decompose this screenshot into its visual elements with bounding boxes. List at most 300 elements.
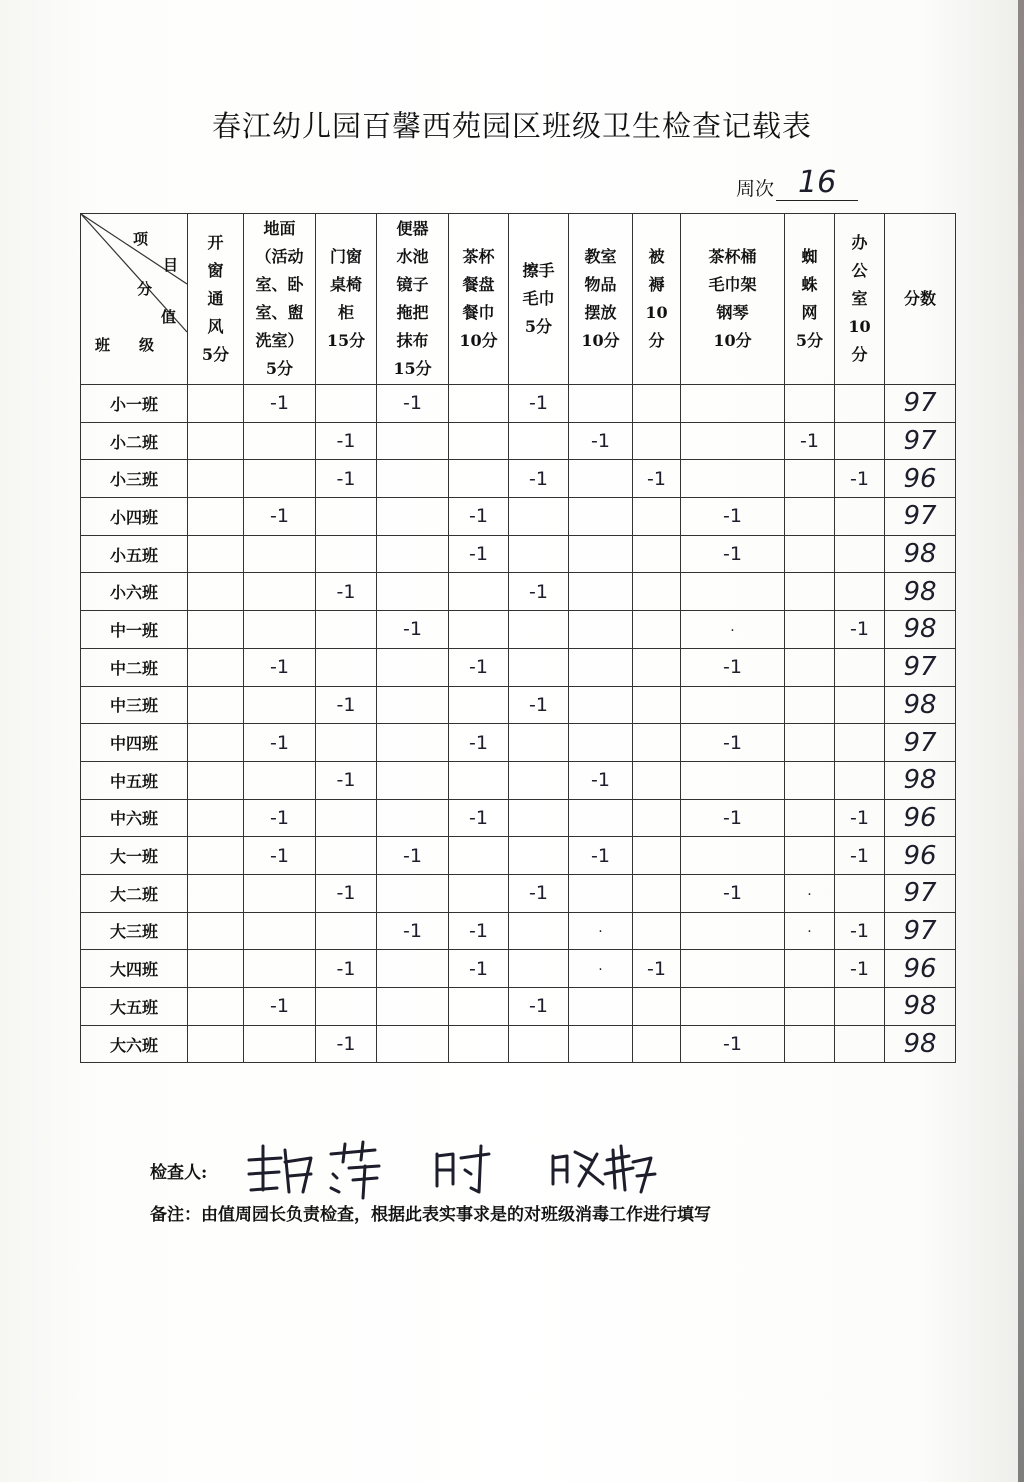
- deduction-cell: [377, 761, 449, 799]
- deduction-cell: [633, 950, 681, 988]
- deduction-cell: [785, 1025, 835, 1063]
- deduction-cell: [509, 686, 569, 724]
- deduction-cell: [633, 422, 681, 460]
- deduction-mark: -1: [529, 580, 548, 603]
- deduction-cell: [377, 611, 449, 649]
- deduction-cell: [377, 535, 449, 573]
- score-cell: [885, 573, 956, 611]
- class-name: 大二班: [81, 874, 188, 912]
- deduction-mark: ·: [598, 962, 603, 979]
- deduction-cell: [509, 422, 569, 460]
- header-score: [885, 214, 956, 385]
- table-row: [81, 422, 956, 460]
- deduction-cell: [244, 950, 316, 988]
- deduction-cell: [835, 686, 885, 724]
- inspector-signatures: [241, 1140, 661, 1200]
- deduction-mark: -1: [529, 995, 548, 1018]
- deduction-cell: [569, 648, 633, 686]
- deduction-cell: [509, 648, 569, 686]
- class-name: 大四班: [81, 950, 188, 988]
- deduction-cell: [316, 385, 377, 423]
- table-row: [81, 761, 956, 799]
- deduction-mark: -1: [529, 882, 548, 905]
- score-cell: [885, 498, 956, 536]
- deduction-mark: -1: [723, 1033, 742, 1056]
- corner-mu: 目: [163, 256, 179, 274]
- header-col-label: 被 褥 10 分: [645, 247, 668, 350]
- deduction-cell: [509, 837, 569, 875]
- score-value: 97: [903, 652, 937, 683]
- deduction-cell: [633, 837, 681, 875]
- corner-zhi: 值: [161, 308, 177, 326]
- deduction-cell: [449, 950, 509, 988]
- deduction-cell: [835, 1025, 885, 1063]
- deduction-cell: [316, 799, 377, 837]
- header-col-3: [316, 214, 377, 385]
- deduction-cell: [509, 761, 569, 799]
- deduction-mark: -1: [270, 656, 289, 679]
- deduction-mark: -1: [336, 467, 356, 490]
- score-value: 96: [903, 953, 937, 984]
- deduction-cell: [188, 837, 244, 875]
- score-cell: [885, 648, 956, 686]
- deduction-cell: [569, 912, 633, 950]
- table-row: [81, 799, 956, 837]
- scan-edge: [1018, 0, 1024, 1482]
- deduction-cell: [188, 648, 244, 686]
- deduction-cell: [569, 1025, 633, 1063]
- deduction-cell: [633, 724, 681, 762]
- remark-note: 备注：由值周园长负责检查，根据此表实事求是的对班级消毒工作进行填写: [150, 1205, 711, 1225]
- table-row: [81, 648, 956, 686]
- deduction-cell: [377, 950, 449, 988]
- deduction-cell: [785, 950, 835, 988]
- deduction-cell: [835, 648, 885, 686]
- table-row: [81, 535, 956, 573]
- deduction-cell: [633, 385, 681, 423]
- week-field: [736, 165, 858, 201]
- deduction-cell: [449, 498, 509, 536]
- deduction-mark: -1: [336, 1033, 356, 1056]
- deduction-cell: [509, 988, 569, 1026]
- deduction-cell: [188, 422, 244, 460]
- deduction-cell: [509, 535, 569, 573]
- deduction-cell: [835, 837, 885, 875]
- deduction-cell: [835, 724, 885, 762]
- header-col-1: [188, 214, 244, 385]
- table-row: [81, 686, 956, 724]
- deduction-cell: [681, 950, 785, 988]
- deduction-cell: [244, 912, 316, 950]
- deduction-cell: [835, 385, 885, 423]
- deduction-mark: -1: [270, 731, 289, 754]
- header-col-label: 茶杯桶 毛巾架 钢琴 10分: [708, 247, 757, 350]
- deduction-cell: [316, 1025, 377, 1063]
- deduction-cell: [785, 799, 835, 837]
- deduction-cell: [316, 422, 377, 460]
- deduction-cell: [449, 837, 509, 875]
- deduction-mark: -1: [336, 580, 356, 603]
- header-col-4: [377, 214, 449, 385]
- score-value: 98: [903, 539, 937, 570]
- deduction-mark: -1: [529, 693, 548, 716]
- header-col-5: [449, 214, 509, 385]
- deduction-cell: [509, 498, 569, 536]
- deduction-cell: [785, 874, 835, 912]
- deduction-cell: [316, 761, 377, 799]
- deduction-cell: [449, 988, 509, 1026]
- table-row: [81, 874, 956, 912]
- deduction-cell: [449, 385, 509, 423]
- deduction-cell: [785, 761, 835, 799]
- deduction-cell: [569, 724, 633, 762]
- header-col-label: 门窗 桌椅 柜 15分: [326, 247, 366, 350]
- deduction-cell: [835, 422, 885, 460]
- header-col-label: 分数: [903, 289, 936, 308]
- deduction-cell: [377, 874, 449, 912]
- score-cell: [885, 460, 956, 498]
- deduction-cell: [569, 950, 633, 988]
- deduction-cell: [377, 422, 449, 460]
- deduction-cell: [569, 573, 633, 611]
- corner-item: 项: [133, 230, 149, 248]
- header-col-label: 教室 物品 摆放 10分: [581, 247, 620, 350]
- deduction-cell: [835, 460, 885, 498]
- signature-image: [241, 1140, 661, 1200]
- table-row: [81, 460, 956, 498]
- deduction-cell: [316, 460, 377, 498]
- deduction-cell: [449, 874, 509, 912]
- deduction-cell: [449, 761, 509, 799]
- corner-class2: 级: [139, 336, 155, 354]
- deduction-mark: ·: [807, 924, 812, 941]
- deduction-mark: -1: [800, 430, 819, 453]
- deduction-cell: [449, 724, 509, 762]
- class-name: 小二班: [81, 422, 188, 460]
- deduction-cell: [188, 874, 244, 912]
- score-value: 97: [903, 878, 937, 909]
- deduction-mark: -1: [270, 505, 289, 528]
- header-col-9: [681, 214, 785, 385]
- deduction-cell: [244, 1025, 316, 1063]
- deduction-mark: -1: [469, 919, 488, 942]
- deduction-cell: [633, 535, 681, 573]
- deduction-cell: [785, 837, 835, 875]
- deduction-cell: [569, 799, 633, 837]
- deduction-cell: [569, 385, 633, 423]
- deduction-cell: [509, 799, 569, 837]
- deduction-cell: [681, 611, 785, 649]
- deduction-mark: -1: [403, 919, 422, 942]
- score-value: 96: [903, 802, 937, 833]
- table-row: [81, 1025, 956, 1063]
- deduction-cell: [633, 799, 681, 837]
- deduction-mark: -1: [723, 806, 742, 829]
- deduction-cell: [509, 385, 569, 423]
- deduction-mark: -1: [469, 731, 488, 754]
- header-col-label: 茶杯 餐盘 餐巾 10分: [459, 247, 498, 350]
- deduction-cell: [377, 573, 449, 611]
- deduction-mark: ·: [598, 924, 603, 941]
- deduction-cell: [785, 535, 835, 573]
- table-row: [81, 724, 956, 762]
- deduction-mark: -1: [336, 430, 356, 453]
- header-col-label: 开 窗 通 风 5分: [201, 233, 230, 364]
- corner-cell: [81, 214, 188, 385]
- deduction-cell: [633, 573, 681, 611]
- deduction-cell: [569, 460, 633, 498]
- header-col-8: [633, 214, 681, 385]
- week-label: 周次: [736, 178, 775, 200]
- score-value: 97: [903, 426, 937, 457]
- score-cell: [885, 874, 956, 912]
- deduction-cell: [569, 686, 633, 724]
- deduction-cell: [835, 950, 885, 988]
- score-value: 98: [903, 991, 937, 1022]
- deduction-cell: [569, 837, 633, 875]
- inspector-row: [150, 1140, 661, 1200]
- deduction-cell: [681, 385, 785, 423]
- deduction-cell: [316, 648, 377, 686]
- score-cell: [885, 799, 956, 837]
- deduction-mark: -1: [723, 731, 742, 754]
- deduction-cell: [835, 573, 885, 611]
- deduction-cell: [449, 460, 509, 498]
- deduction-cell: [633, 611, 681, 649]
- score-cell: [885, 950, 956, 988]
- deduction-cell: [449, 912, 509, 950]
- deduction-cell: [377, 498, 449, 536]
- deduction-cell: [681, 988, 785, 1026]
- class-name: 小六班: [81, 573, 188, 611]
- deduction-mark: -1: [591, 844, 610, 867]
- deduction-mark: -1: [723, 505, 742, 528]
- deduction-cell: [681, 535, 785, 573]
- deduction-cell: [449, 799, 509, 837]
- score-cell: [885, 837, 956, 875]
- deduction-cell: [449, 573, 509, 611]
- deduction-cell: [188, 573, 244, 611]
- class-name: 小四班: [81, 498, 188, 536]
- deduction-cell: [244, 422, 316, 460]
- class-name: 大一班: [81, 837, 188, 875]
- deduction-cell: [244, 686, 316, 724]
- deduction-cell: [681, 912, 785, 950]
- header-row: [81, 214, 956, 385]
- deduction-cell: [316, 535, 377, 573]
- inspector-label: 检查人:: [150, 1162, 208, 1183]
- deduction-cell: [681, 724, 785, 762]
- deduction-mark: -1: [647, 467, 666, 490]
- header-col-2: [244, 214, 316, 385]
- deduction-mark: -1: [270, 995, 289, 1018]
- deduction-cell: [509, 573, 569, 611]
- class-name: 大六班: [81, 1025, 188, 1063]
- deduction-cell: [377, 460, 449, 498]
- score-cell: [885, 611, 956, 649]
- deduction-mark: -1: [403, 844, 422, 867]
- deduction-cell: [188, 912, 244, 950]
- deduction-cell: [633, 460, 681, 498]
- deduction-cell: [449, 686, 509, 724]
- corner-class1: 班: [95, 336, 111, 354]
- deduction-cell: [509, 1025, 569, 1063]
- deduction-cell: [633, 648, 681, 686]
- deduction-cell: [681, 761, 785, 799]
- deduction-cell: [785, 724, 835, 762]
- table-row: [81, 573, 956, 611]
- deduction-cell: [835, 912, 885, 950]
- deduction-cell: [377, 988, 449, 1026]
- table-row: [81, 950, 956, 988]
- deduction-cell: [377, 799, 449, 837]
- deduction-mark: -1: [336, 693, 356, 716]
- deduction-cell: [449, 422, 509, 460]
- deduction-cell: [509, 724, 569, 762]
- deduction-cell: [569, 761, 633, 799]
- deduction-cell: [681, 498, 785, 536]
- deduction-cell: [633, 761, 681, 799]
- deduction-cell: [188, 611, 244, 649]
- deduction-mark: -1: [850, 919, 869, 942]
- deduction-cell: [569, 874, 633, 912]
- score-value: 97: [903, 915, 937, 946]
- deduction-cell: [835, 535, 885, 573]
- class-name: 大五班: [81, 988, 188, 1026]
- deduction-mark: -1: [469, 656, 488, 679]
- deduction-cell: [244, 988, 316, 1026]
- score-value: 96: [903, 463, 937, 494]
- table-row: [81, 611, 956, 649]
- deduction-cell: [188, 761, 244, 799]
- deduction-cell: [316, 874, 377, 912]
- deduction-cell: [785, 686, 835, 724]
- deduction-cell: [244, 535, 316, 573]
- deduction-cell: [188, 950, 244, 988]
- class-name: 中二班: [81, 648, 188, 686]
- score-cell: [885, 1025, 956, 1063]
- deduction-cell: [569, 498, 633, 536]
- header-col-label: 蜘 蛛 网 5分: [795, 247, 824, 350]
- header-col-7: [569, 214, 633, 385]
- deduction-cell: [681, 1025, 785, 1063]
- deduction-mark: -1: [336, 957, 356, 980]
- deduction-cell: [785, 573, 835, 611]
- deduction-mark: -1: [270, 844, 289, 867]
- deduction-mark: -1: [850, 467, 869, 490]
- deduction-cell: [188, 535, 244, 573]
- deduction-cell: [633, 1025, 681, 1063]
- score-value: 97: [903, 501, 937, 532]
- deduction-cell: [188, 498, 244, 536]
- deduction-cell: [569, 988, 633, 1026]
- class-name: 中四班: [81, 724, 188, 762]
- header-col-label: 便器 水池 镜子 拖把 抹布 15分: [393, 219, 432, 378]
- deduction-cell: [316, 611, 377, 649]
- deduction-cell: [377, 385, 449, 423]
- deduction-mark: ·: [807, 886, 812, 903]
- deduction-cell: [681, 874, 785, 912]
- deduction-cell: [633, 988, 681, 1026]
- deduction-cell: [681, 799, 785, 837]
- class-name: 小五班: [81, 535, 188, 573]
- deduction-cell: [188, 1025, 244, 1063]
- deduction-cell: [785, 988, 835, 1026]
- class-name: 中六班: [81, 799, 188, 837]
- deduction-cell: [244, 837, 316, 875]
- deduction-mark: -1: [723, 882, 742, 905]
- score-value: 97: [903, 727, 937, 758]
- class-name: 中一班: [81, 611, 188, 649]
- deduction-cell: [377, 686, 449, 724]
- deduction-cell: [244, 761, 316, 799]
- deduction-cell: [509, 950, 569, 988]
- score-value: 96: [903, 840, 937, 871]
- deduction-mark: ·: [730, 622, 735, 639]
- deduction-mark: -1: [403, 618, 422, 641]
- class-name: 大三班: [81, 912, 188, 950]
- deduction-mark: -1: [850, 844, 869, 867]
- deduction-cell: [509, 912, 569, 950]
- deduction-cell: [188, 724, 244, 762]
- header-col-10: [785, 214, 835, 385]
- deduction-cell: [569, 422, 633, 460]
- header-col-label: 擦手 毛巾 5分: [522, 261, 555, 336]
- header-col-6: [509, 214, 569, 385]
- deduction-cell: [633, 912, 681, 950]
- deduction-cell: [569, 611, 633, 649]
- deduction-cell: [244, 874, 316, 912]
- deduction-mark: -1: [270, 806, 289, 829]
- score-cell: [885, 912, 956, 950]
- deduction-cell: [316, 573, 377, 611]
- score-cell: [885, 686, 956, 724]
- deduction-cell: [449, 611, 509, 649]
- deduction-cell: [188, 385, 244, 423]
- deduction-cell: [835, 874, 885, 912]
- deduction-cell: [316, 988, 377, 1026]
- week-line: [776, 165, 858, 201]
- deduction-cell: [449, 648, 509, 686]
- deduction-cell: [509, 874, 569, 912]
- deduction-mark: -1: [850, 618, 869, 641]
- deduction-cell: [316, 498, 377, 536]
- deduction-cell: [633, 874, 681, 912]
- deduction-mark: -1: [469, 543, 488, 566]
- deduction-cell: [509, 460, 569, 498]
- corner-fen: 分: [137, 280, 153, 298]
- table-row: [81, 498, 956, 536]
- deduction-cell: [377, 724, 449, 762]
- class-name: 小一班: [81, 385, 188, 423]
- deduction-cell: [785, 460, 835, 498]
- deduction-mark: -1: [591, 430, 610, 453]
- deduction-cell: [244, 573, 316, 611]
- deduction-cell: [681, 837, 785, 875]
- score-value: 97: [903, 388, 937, 419]
- table-row: [81, 912, 956, 950]
- deduction-cell: [681, 648, 785, 686]
- deduction-mark: -1: [529, 392, 548, 415]
- score-cell: [885, 988, 956, 1026]
- deduction-cell: [785, 648, 835, 686]
- deduction-cell: [509, 611, 569, 649]
- score-value: 98: [903, 576, 937, 607]
- form-title: 春江幼儿园百馨西苑园区班级卫生检查记载表: [211, 109, 812, 143]
- deduction-cell: [785, 611, 835, 649]
- deduction-cell: [785, 422, 835, 460]
- deduction-mark: -1: [403, 392, 422, 415]
